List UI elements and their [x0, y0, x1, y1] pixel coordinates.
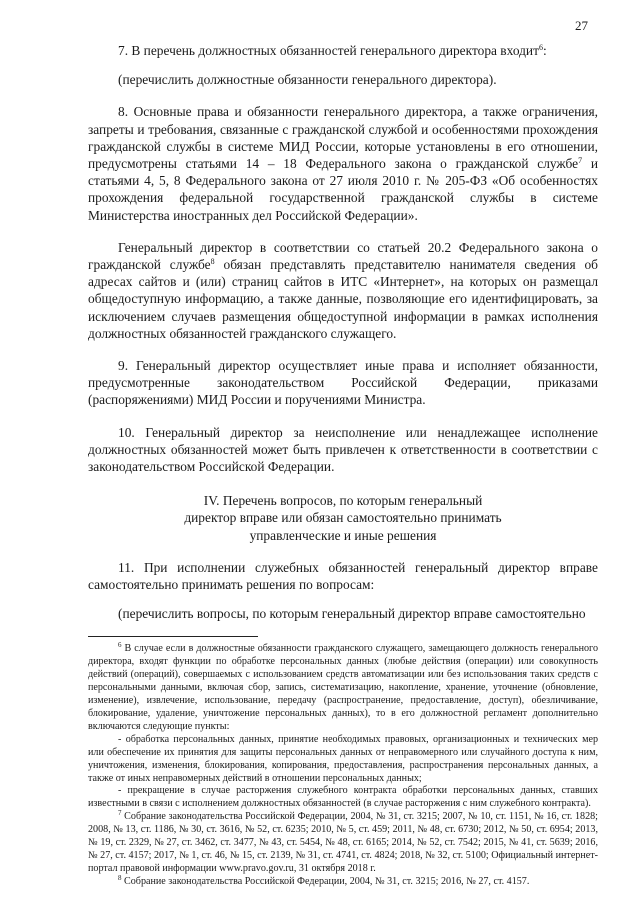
footnotes: [88, 643, 598, 888]
footnote-ref-6: 6: [538, 43, 543, 52]
paragraph-11: 11. При исполнении служебных обязанностей генеральный директор вправе самостоятельно принимать решения по вопросам:: [88, 559, 598, 593]
page-number: 27: [575, 18, 588, 33]
footnote-6-item-1: - обработка персональных данных, принятие необходимых правовых, организационных и технических мер или обеспечение их принятия для защиты персональных данных от неправомерного или случайного доступа к ним, уничтожения, изменения, блокирования, копирования, предоставления, распространения персональных данных, а также от иных неправомерных действий в отношении персональных данных;: [88, 733, 598, 784]
paragraph-11-hint: (перечислить вопросы, по которым генеральный директор вправе самостоятельно: [118, 606, 586, 622]
footnote-separator: [88, 636, 258, 637]
footnote-ref-8: 8: [210, 257, 215, 267]
paragraph-10: 10. Генеральный директор за неисполнение или ненадлежащее исполнение должностных обязанностей может быть привлечен к ответственности в соответствии с законодательством Российской Федерации.: [88, 424, 598, 475]
footnote-ref-7: 7: [578, 156, 583, 166]
footnote-6: $^6$ В случае если в должностные обязанности гражданского служащего, замещающего должность генерального директора, входят функции по обработке персональных данных (любые действия (операции) или совокупность действий (операций), совершаемых с использованием средств автоматизации или без использования таких средств с персональными данными, включая сбор, запись, систематизацию, накопление, хранение, уточнение (обновление, изменение), извлечение, использование, передачу (распространение, предоставление, доступ), обезличивание, блокирование, удаление, уничтожение персональных данных), то в его должностной регламент дополнительно включаются следующие пункты:: [88, 641, 598, 732]
paragraph-8-continued: Генеральный директор в соответствии со статьей 20.2 Федерального закона о гражданской службе$^8$ обязан представлять представителю нанимателя сведения об адресах сайтов и (или) страниц сайтов в ИТС «Интернет», на которых он размещал общедоступную информацию, а также данные, позволяющие его идентифицировать, за исключением случаев размещения общедоступной информации в рамках исполнения должностных обязанностей гражданского служащего.: [88, 239, 598, 341]
section-heading-iv: IV. Перечень вопросов, по которым генеральный директор вправе или обязан самостоятельно принимать управленческие и иные решения: [184, 493, 502, 543]
paragraph-7: 7. В перечень должностных обязанностей генерального директора входит$^6$:: [118, 43, 547, 58]
document-body: [88, 42, 598, 889]
paragraph-7-hint: (перечислить должностные обязанности генерального директора).: [118, 72, 497, 88]
paragraph-9: 9. Генеральный директор осуществляет иные права и исполняет обязанности, предусмотренные законодательством Российской Федерации, приказами (распоряжениями) МИД России и поручениями Министра.: [88, 358, 598, 408]
footnote-6-item-2: - прекращение в случае расторжения служебного контракта обработки персональных данных, ставших известными в связи с исполнением должностных обязанностей (в случае расторжения с ним служебного контракта).: [88, 785, 598, 810]
footnote-7: $^7$ Собрание законодательства Российской Федерации, 2004, № 31, ст. 3215; 2007, № 10, ст. 1151, № 16, ст. 1828; 2008, № 13, ст. 1186, № 30, ст. 3616, № 52, ст. 6235; 2010, № 5, ст. 459; 2011, № 48, ст. 6730; 2012, № 50, ст. 6954; 2013, № 19, ст. 2329, № 27, ст. 3462, ст. 3477, № 43, ст. 5454, № 48, ст. 6165; 2014, № 52, ст. 7542; 2015, № 41, ст. 5639; 2016, № 27, ст. 4157; 2017, № 1, ст. 46, № 15, ст. 2139, № 31, ст. 4741, ст. 4824; 2018, № 32, ст. 5100; Официальный интернет-портал правовой информации www.pravo.gov.ru, 31 октября 2018 г.: [88, 809, 598, 874]
paragraph-8: 8. Основные права и обязанности генерального директора, а также ограничения, запреты и требования, связанные с гражданской службой и особенностями прохождения гражданской службы в системе МИД России, которые установлены в его отношении, предусмотрены статьями 14 – 18 Федерального закона о гражданской службе$^7$ и статьями 4, 5, 8 Федерального закона от 27 июля 2010 г. № 205-ФЗ «Об особенностях прохождения федеральной государственной гражданской службы в системе Министерства иностранных дел Российской Федерации».: [88, 104, 598, 223]
footnote-8: $^8$ Собрание законодательства Российской Федерации, 2004, № 31, ст. 3215; 2016, № 27, ст. 4157.: [118, 873, 530, 887]
